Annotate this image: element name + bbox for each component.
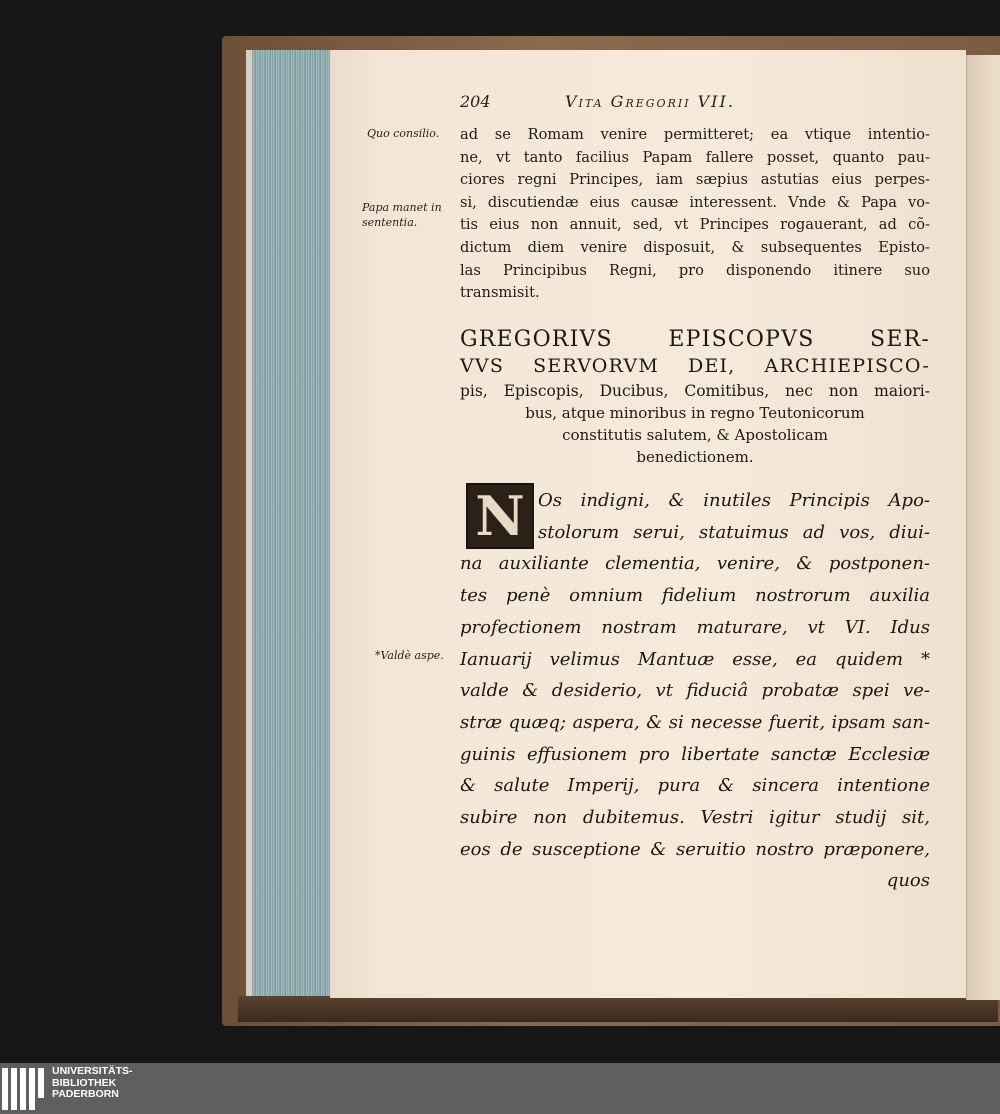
heading-line: benedictionem. [636,448,754,466]
letter-heading [460,326,930,468]
heading-line: pis, Episcopis, Ducibus, Comitibus, nec non maiori- [460,382,930,400]
text-line: guinis effusionem pro libertate sanctæ Ecclesiæ [460,743,930,765]
catchword: quos [886,870,930,892]
text-line: Ianuarij velimus Mantuæ esse, ea quidem * [460,648,930,670]
margin-note-papa-manet: Papa manet in [362,201,442,214]
text-line: na auxiliante clementia, venire, & postponen- [460,553,930,575]
body-text-italic [460,485,930,897]
decorated-initial-letter: N [475,484,525,548]
text-line: ciores regni Principes, iam sæpius astutias eius perpes- [460,171,930,189]
text-line: stræ quæq; aspera, & si necesse fuerit, ipsam san- [460,711,930,733]
heading-line: constitutis salutem, & Apostolicam [562,426,828,444]
text-line: ne, vt tanto facilius Papam fallere posset, quanto pau- [460,148,930,166]
text-line: eos de susceptione & seruitio nostro præponere, [460,838,930,860]
library-logo-icon [2,1066,48,1112]
text-line: si, discutiendæ eius causæ interessent. Vnde & Papa vo- [460,193,930,211]
margin-note-quo-consilio: Quo consilio. [367,127,440,140]
library-name-line: PADERBORN [52,1088,119,1101]
body-text-roman [460,124,930,305]
text-line: Os indigni, & inutiles Principis Apo- [538,490,930,511]
page-number: 204 [460,92,491,111]
footer-bar [0,1063,1000,1114]
text-line: subire non dubitemus. Vestri igitur studij sit, [460,807,930,829]
text-line: transmisit. [460,284,540,302]
text-line: tes penè omnium fidelium nostrorum auxilia [460,585,930,607]
text-line: dictum diem venire disposuit, & subsequentes Episto- [460,238,930,256]
running-title: Vita Gregorii VII. [565,92,735,111]
library-name-line: UNIVERSITÄTS- [52,1065,133,1077]
library-name-line: BIBLIOTHEK [52,1076,117,1089]
text-line: las Principibus Regni, pro disponendo itinere suo [460,261,930,279]
text-line: valde & desiderio, vt fiduciâ probatæ spei ve- [460,680,930,702]
margin-note-sententia: sententia. [362,216,418,229]
heading-line: bus, atque minoribus in regno Teutonicorum [525,404,865,422]
text-line: profectionem nostram maturare, vt VI. Idus [460,616,930,638]
book-bottom-edge [238,996,998,1022]
library-name [52,1066,133,1101]
facing-page-edge [966,55,1000,1000]
heading-line: GREGORIVS EPISCOPVS SER- [460,327,930,352]
text-line: stolorum serui, statuimus ad vos, diui- [538,521,930,543]
text-line: tis eius non annuit, sed, vt Principes rogauerant, ad cõ- [460,216,930,234]
text-line: ad se Romam venire permitteret; ea vtique intentio- [460,126,930,143]
heading-line: VVS SERVORVM DEI, ARCHIEPISCO- [460,355,930,377]
page-edges [246,50,338,998]
margin-note-valde-aspe: *Valdè aspe. [375,649,444,662]
text-line: & salute Imperij, pura & sincera intentione [460,775,930,797]
running-head [460,92,930,118]
